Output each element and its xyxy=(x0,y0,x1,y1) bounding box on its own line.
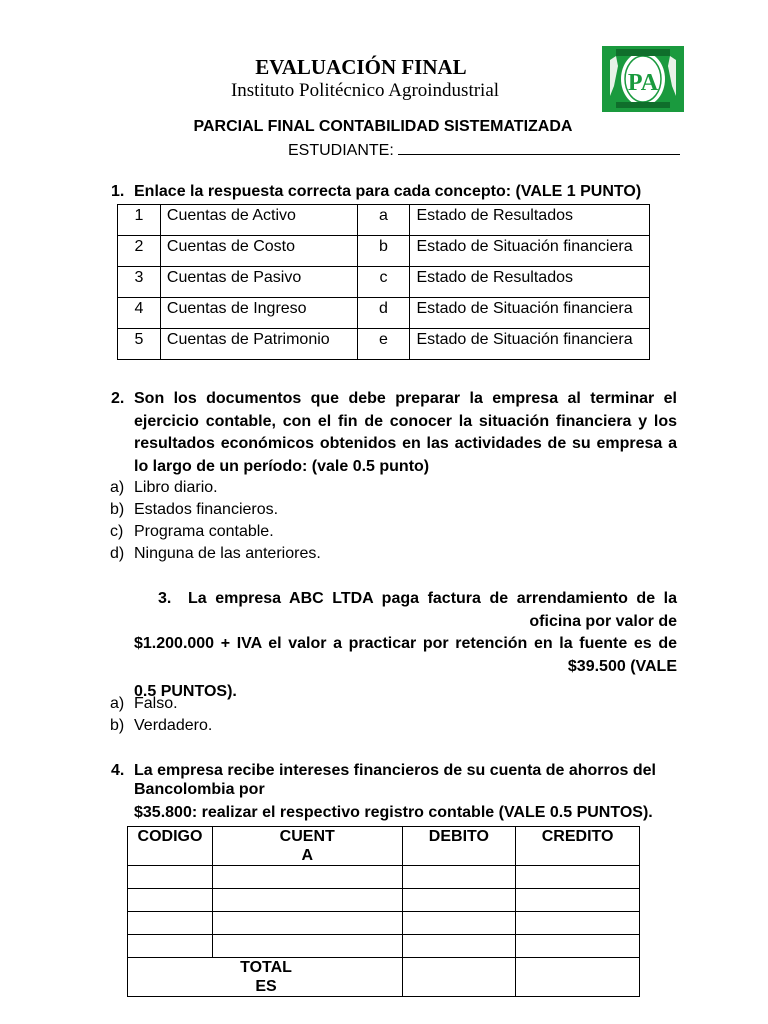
option-label: b) xyxy=(110,717,125,734)
answer-text: Estado de Situación financiera xyxy=(410,329,650,360)
entry-cuenta-cell[interactable] xyxy=(212,912,402,935)
question-4-line: La empresa recibe intereses financieros de su cuenta de ahorros del xyxy=(134,762,656,779)
entry-cuenta-cell[interactable] xyxy=(212,889,402,912)
question-3-number: 3. xyxy=(158,590,172,607)
option-b[interactable] xyxy=(110,499,321,521)
option-label: a) xyxy=(110,695,125,712)
header-codigo: CODIGO xyxy=(128,827,213,866)
question-3-line: $39.500 (VALE xyxy=(567,657,677,675)
entry-credito-cell[interactable] xyxy=(516,935,640,958)
concept-number: 1 xyxy=(118,205,161,236)
ledger-entry-row xyxy=(128,866,640,889)
table-row xyxy=(118,298,650,329)
total-debito-cell[interactable] xyxy=(402,958,516,997)
option-label: b) xyxy=(110,501,125,518)
table-row xyxy=(118,329,650,360)
ledger-header-row xyxy=(128,827,640,866)
totals-label-cell xyxy=(128,958,403,997)
answer-letter: b xyxy=(357,236,410,267)
totals-label-line: ES xyxy=(255,978,277,995)
answer-text: Estado de Resultados xyxy=(410,205,650,236)
entry-credito-cell[interactable] xyxy=(516,889,640,912)
concept-number: 3 xyxy=(118,267,161,298)
concept-name: Cuentas de Patrimonio xyxy=(160,329,357,360)
concept-number: 2 xyxy=(118,236,161,267)
ledger-total-row xyxy=(128,958,640,997)
concept-number: 4 xyxy=(118,298,161,329)
question-3-line: oficina por valor de xyxy=(529,612,677,630)
ledger-entry-row xyxy=(128,889,640,912)
question-3-options xyxy=(110,693,212,737)
option-b[interactable] xyxy=(110,715,212,737)
option-a[interactable] xyxy=(110,693,212,715)
question-1-number: 1. xyxy=(111,183,125,200)
answer-letter: a xyxy=(357,205,410,236)
concept-number: 5 xyxy=(118,329,161,360)
option-label: d) xyxy=(110,545,125,562)
option-text: Ninguna de las anteriores. xyxy=(134,545,321,562)
header-debito: DEBITO xyxy=(402,827,516,866)
answer-text: Estado de Situación financiera xyxy=(410,298,650,329)
entry-credito-cell[interactable] xyxy=(516,866,640,889)
entry-debito-cell[interactable] xyxy=(402,866,516,889)
entry-codigo-cell[interactable] xyxy=(128,912,213,935)
exam-title: PARCIAL FINAL CONTABILIDAD SISTEMATIZADA xyxy=(193,118,573,135)
answer-letter: c xyxy=(357,267,410,298)
table-row xyxy=(118,267,650,298)
header-credito: CREDITO xyxy=(516,827,640,866)
question-2-line: ejercicio contable, con el fin de conocer la situación financiera y los xyxy=(134,412,677,430)
question-3-text: La empresa ABC LTDA paga factura de arrendamiento de la xyxy=(188,590,677,607)
header-cuenta-line: A xyxy=(301,847,313,864)
student-name-blank[interactable] xyxy=(398,139,680,155)
question-1 xyxy=(111,181,641,204)
question-2-number: 2. xyxy=(111,390,125,407)
option-label: c) xyxy=(110,523,124,540)
question-3 xyxy=(134,588,677,704)
student-field xyxy=(288,139,680,160)
question-2-options xyxy=(110,477,321,565)
table-row xyxy=(118,236,650,267)
question-2 xyxy=(111,388,677,478)
question-4-line: $35.800: realizar el respectivo registro contable (VALE 0.5 PUNTOS). xyxy=(134,804,653,821)
question-2-line: resultados económicos obtenidos en las actividades de su empresa a xyxy=(134,435,677,452)
ledger-entry-row xyxy=(128,935,640,958)
answer-text: Estado de Resultados xyxy=(410,267,650,298)
entry-credito-cell[interactable] xyxy=(516,912,640,935)
entry-debito-cell[interactable] xyxy=(402,912,516,935)
ledger-entry-row xyxy=(128,912,640,935)
entry-codigo-cell[interactable] xyxy=(128,889,213,912)
option-text: Falso. xyxy=(134,695,178,712)
logo-emblem-icon xyxy=(602,46,684,112)
question-3-line xyxy=(134,588,677,611)
header-cuenta xyxy=(212,827,402,866)
option-c[interactable] xyxy=(110,521,321,543)
question-2-line: lo largo de un período: (vale 0.5 punto) xyxy=(134,457,430,475)
answer-text: Estado de Situación financiera xyxy=(410,236,650,267)
entry-codigo-cell[interactable] xyxy=(128,866,213,889)
concept-name: Cuentas de Ingreso xyxy=(160,298,357,329)
entry-cuenta-cell[interactable] xyxy=(212,935,402,958)
logo-monogram: PA xyxy=(627,70,659,96)
option-text: Programa contable. xyxy=(134,523,274,540)
entry-cuenta-cell[interactable] xyxy=(212,866,402,889)
entry-codigo-cell[interactable] xyxy=(128,935,213,958)
entry-debito-cell[interactable] xyxy=(402,935,516,958)
institution-name: Instituto Politécnico Agroindustrial xyxy=(230,80,500,101)
option-a[interactable] xyxy=(110,477,321,499)
total-credito-cell[interactable] xyxy=(516,958,640,997)
option-d[interactable] xyxy=(110,543,321,565)
header-cuenta-line: CUENT xyxy=(279,828,335,845)
question-2-line: Son los documentos que debe preparar la empresa al terminar el xyxy=(134,390,677,407)
institution-logo xyxy=(602,46,684,112)
concept-name: Cuentas de Activo xyxy=(160,205,357,236)
question-4 xyxy=(111,761,677,822)
answer-letter: d xyxy=(357,298,410,329)
answer-letter: e xyxy=(357,329,410,360)
option-text: Estados financieros. xyxy=(134,501,279,518)
concept-name: Cuentas de Costo xyxy=(160,236,357,267)
question-4-line: Bancolombia por xyxy=(134,781,265,798)
concept-name: Cuentas de Pasivo xyxy=(160,267,357,298)
totals-label-line: TOTAL xyxy=(240,959,292,976)
option-label: a) xyxy=(110,479,125,496)
entry-debito-cell[interactable] xyxy=(402,889,516,912)
option-text: Verdadero. xyxy=(134,717,213,734)
table-row xyxy=(118,205,650,236)
question-3-line: 0.5 PUNTOS). xyxy=(134,683,237,700)
question-4-number: 4. xyxy=(111,762,125,779)
student-label: ESTUDIANTE: xyxy=(288,142,394,159)
question-1-text: Enlace la respuesta correcta para cada concepto: (VALE 1 PUNTO) xyxy=(134,183,642,200)
question-3-line: $1.200.000 + IVA el valor a practicar por retención en la fuente es de xyxy=(134,635,677,652)
document-title: EVALUACIÓN FINAL xyxy=(255,55,467,79)
option-text: Libro diario. xyxy=(134,479,218,496)
matching-table xyxy=(117,204,650,360)
ledger-table xyxy=(127,826,640,997)
